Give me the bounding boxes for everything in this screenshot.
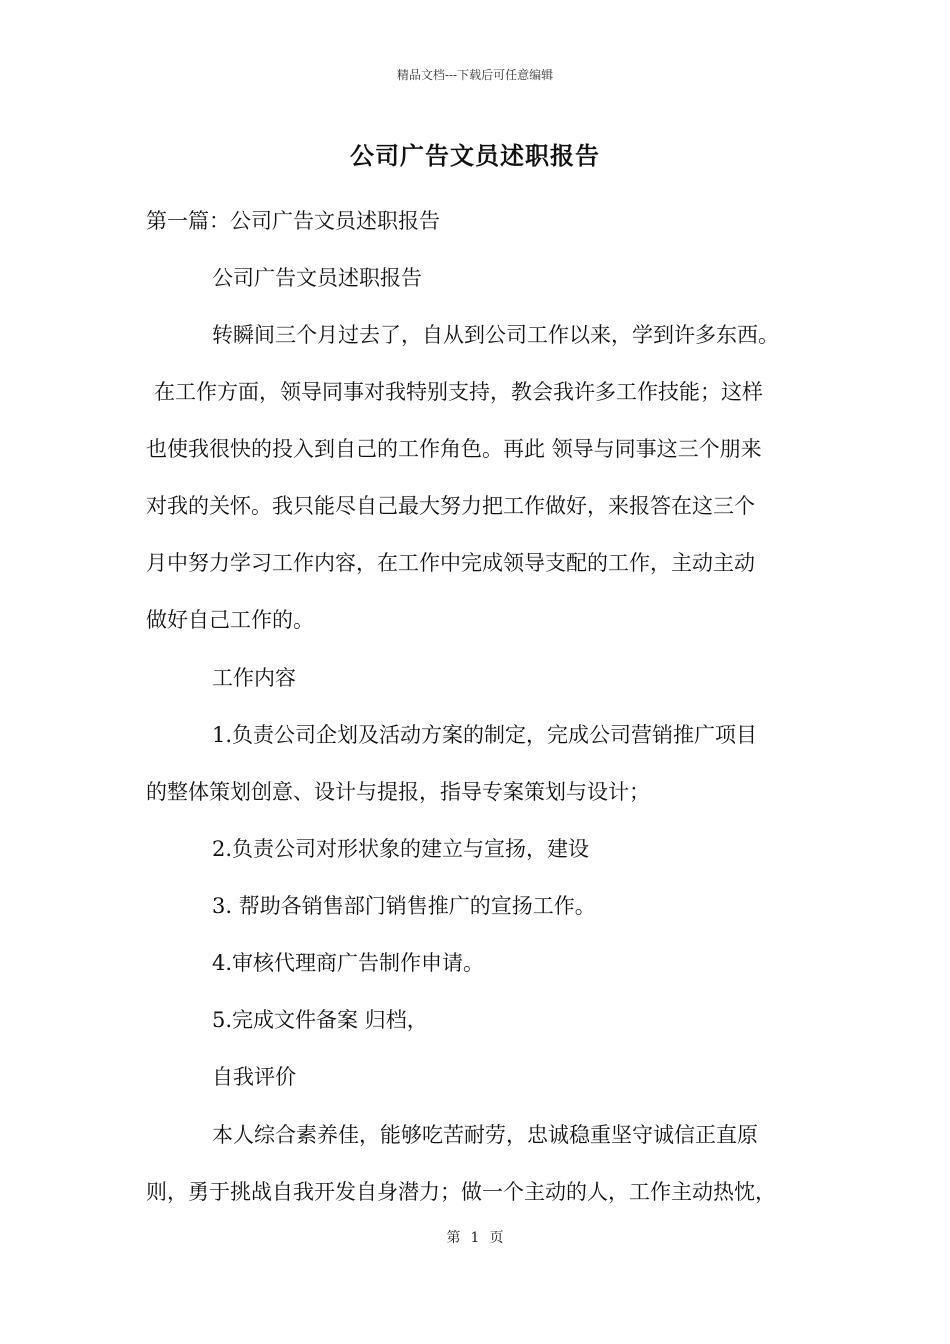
paragraph-line: 的整体策划创意、设计与提报，指导专案策划与设计； xyxy=(146,780,650,804)
paragraph-line: 在工作方面，领导同事对我特别支持，教会我许多工作技能；这样 xyxy=(154,380,763,404)
paragraph-line: 本人综合素养佳，能够吃苦耐劳，忠诚稳重坚守诚信正直原 xyxy=(212,1123,758,1147)
list-item: 4.审核代理商广告制作申请。 xyxy=(212,951,485,975)
list-item: 3. 帮助各销售部门销售推广的宣扬工作。 xyxy=(212,894,596,918)
footer-suffix: 页 xyxy=(489,1230,504,1246)
page-footer xyxy=(0,1227,950,1247)
list-item: 2.负责公司对形状象的建立与宣扬，建设 xyxy=(212,837,590,861)
footer-prefix: 第 xyxy=(446,1230,461,1246)
header-note: 精品文档---下载后可任意编辑 xyxy=(396,68,554,82)
section-heading: 第一篇：公司广告文员述职报告 xyxy=(146,209,440,233)
paragraph-line: 月中努力学习工作内容，在工作中完成领导支配的工作，主动主动 xyxy=(146,551,755,575)
subheading: 公司广告文员述职报告 xyxy=(212,266,422,290)
paragraph-line: 也使我很快的投入到自己的工作角色。再此 领导与同事这三个朋来 xyxy=(146,437,762,461)
subheading: 自我评价 xyxy=(212,1065,296,1089)
document-title: 公司广告文员述职报告 xyxy=(350,141,600,170)
subheading: 工作内容 xyxy=(212,666,296,690)
paragraph-line: 做好自己工作的。 xyxy=(146,608,314,632)
paragraph-line: 对我的关怀。我只能尽自己最大努力把工作做好，来报答在这三个 xyxy=(146,494,755,518)
page-number: 1 xyxy=(470,1230,480,1246)
list-item: 5.完成文件备案 归档， xyxy=(212,1008,428,1032)
list-item: 1.负责公司企划及活动方案的制定，完成公司营销推广项目 xyxy=(212,723,758,747)
paragraph-line: 转瞬间三个月过去了，自从到公司工作以来，学到许多东西。 xyxy=(212,323,779,347)
paragraph-line: 则，勇于挑战自我开发自身潜力；做一个主动的人，工作主动热忱， xyxy=(146,1180,776,1204)
